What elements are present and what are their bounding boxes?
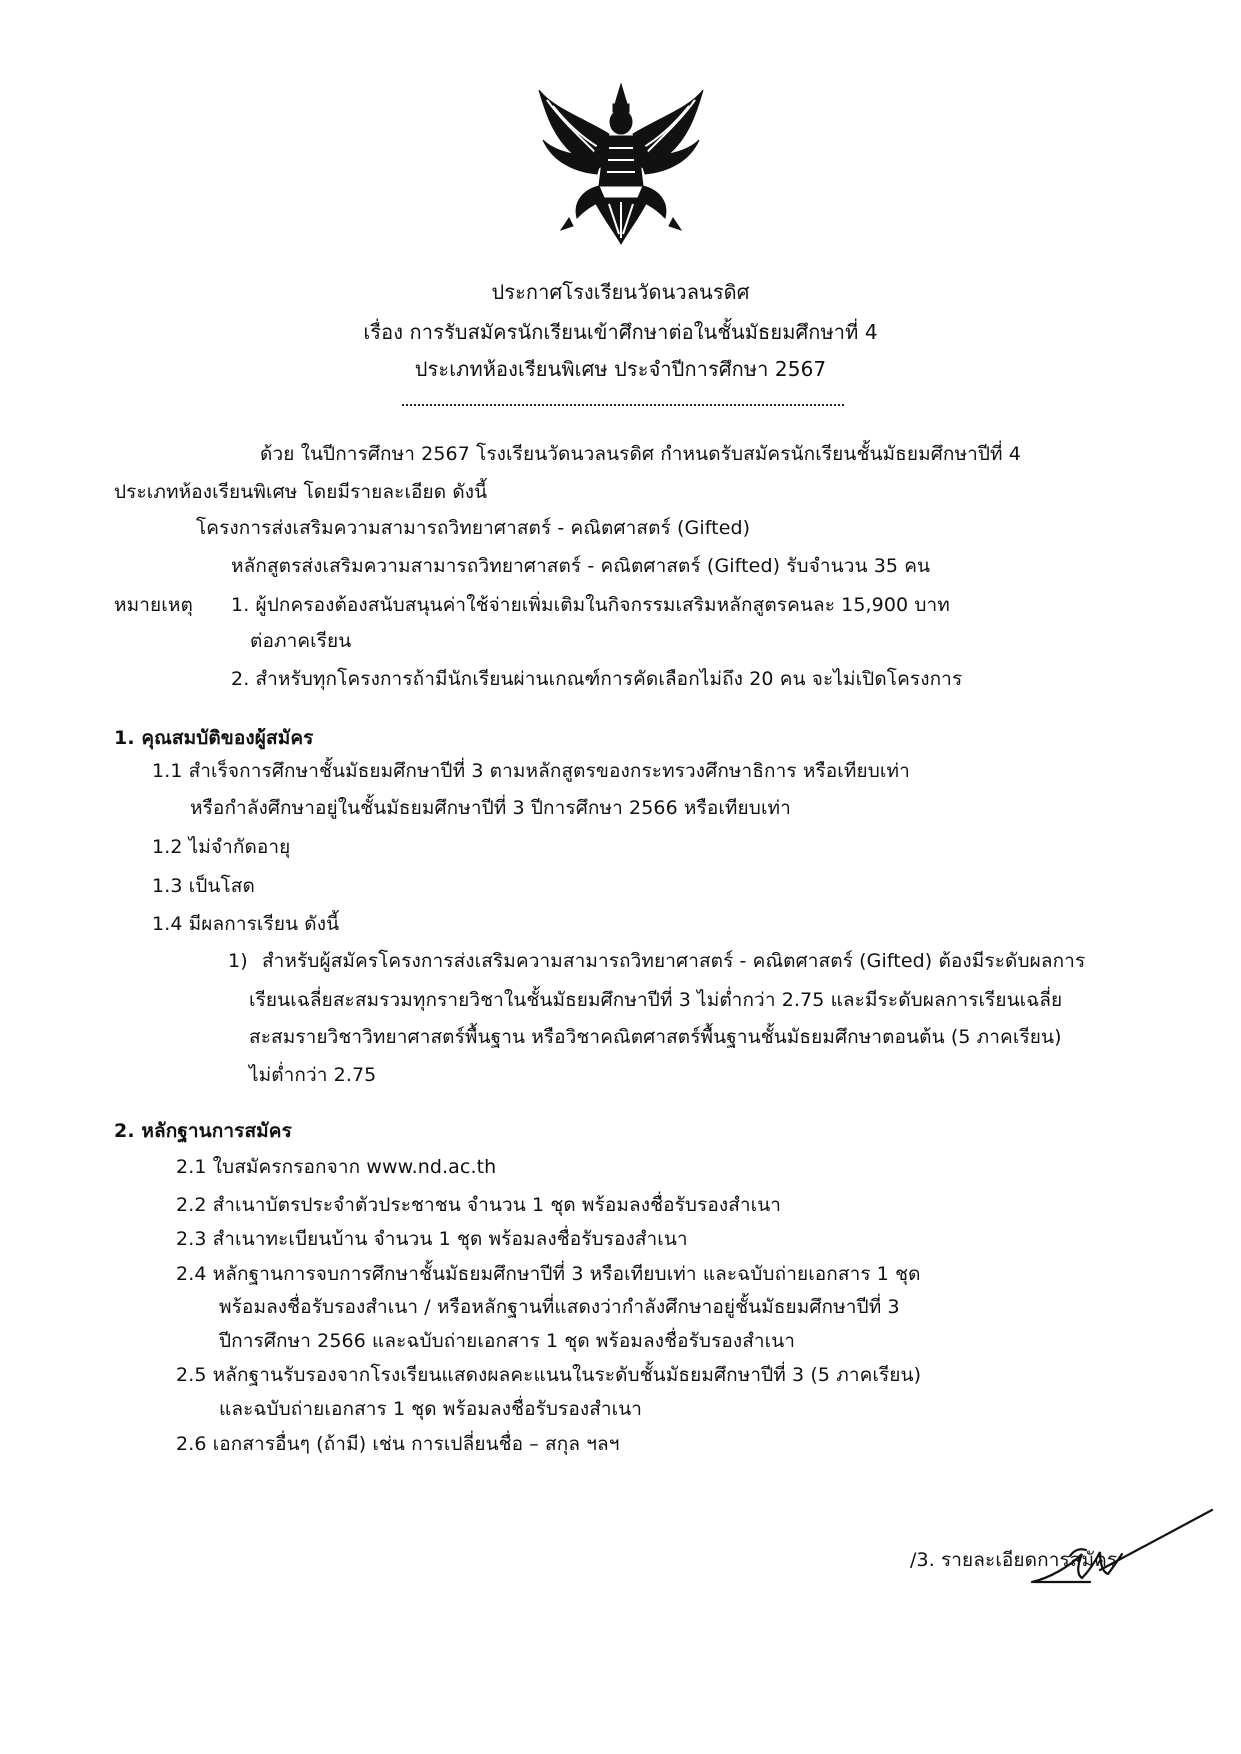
continued-on-next-page: /3. รายละเอียดการสมัคร xyxy=(910,1549,1118,1571)
item-2-1: 2.1 ใบสมัครกรอกจาก www.nd.ac.th xyxy=(176,1156,497,1178)
section-2-title: 2. หลักฐานการสมัคร xyxy=(114,1120,292,1142)
sub-item-1-line-1: สำหรับผู้สมัครโครงการส่งเสริมความสามารถวิทยาศาสตร์ - คณิตศาสตร์ (Gifted) ต้องมีระดับผลการ xyxy=(262,950,1086,972)
remarks-label: หมายเหตุ xyxy=(114,594,193,616)
curriculum-quota: หลักสูตรส่งเสริมความสามารถวิทยาศาสตร์ - คณิตศาสตร์ (Gifted) รับจำนวน 35 คน xyxy=(231,555,931,577)
item-1-1-line-1: 1.1 สำเร็จการศึกษาชั้นมัธยมศึกษาปีที่ 3 ตามหลักสูตรของกระทรวงศึกษาธิการ หรือเทียบเท่า xyxy=(152,760,910,782)
item-1-1-line-2: หรือกำลังศึกษาอยู่ในชั้นมัธยมศึกษาปีที่ 3 ปีการศึกษา 2566 หรือเทียบเท่า xyxy=(190,797,791,819)
item-2-3: 2.3 สำเนาทะเบียนบ้าน จำนวน 1 ชุด พร้อมลงชื่อรับรองสำเนา xyxy=(176,1228,688,1250)
sub-item-1-number: 1) xyxy=(228,950,248,972)
item-2-5-line-2: และฉบับถ่ายเอกสาร 1 ชุด พร้อมลงชื่อรับรองสำเนา xyxy=(219,1398,643,1420)
project-name: โครงการส่งเสริมความสามารถวิทยาศาสตร์ - คณิตศาสตร์ (Gifted) xyxy=(196,517,751,539)
header-divider xyxy=(402,404,844,406)
item-2-5-line-1: 2.5 หลักฐานรับรองจากโรงเรียนแสดงผลคะแนนในระดับชั้นมัธยมศึกษาปีที่ 3 (5 ภาคเรียน) xyxy=(176,1364,922,1386)
section-1-title: 1. คุณสมบัติของผู้สมัคร xyxy=(114,727,314,749)
item-2-4-line-1: 2.4 หลักฐานการจบการศึกษาชั้นมัธยมศึกษาปีที่ 3 หรือเทียบเท่า และฉบับถ่ายเอกสาร 1 ชุด xyxy=(176,1263,921,1285)
item-1-3: 1.3 เป็นโสด xyxy=(152,875,255,897)
announcement-title: ประกาศโรงเรียนวัดนวลนรดิศ xyxy=(491,280,750,304)
sub-item-1-line-4: ไม่ต่ำกว่า 2.75 xyxy=(249,1064,377,1086)
announcement-category: ประเภทห้องเรียนพิเศษ ประจำปีการศึกษา 2567 xyxy=(414,357,827,381)
sub-item-1-line-2: เรียนเฉลี่ยสะสมรวมทุกรายวิชาในชั้นมัธยมศึกษาปีที่ 3 ไม่ต่ำกว่า 2.75 และมีระดับผลการเรียนเฉลี่ย xyxy=(249,989,1063,1011)
item-2-4-line-2: พร้อมลงชื่อรับรองสำเนา / หรือหลักฐานที่แสดงว่ากำลังศึกษาอยู่ชั้นมัธยมศึกษาปีที่ 3 xyxy=(219,1296,900,1318)
intro-line-1: ด้วย ในปีการศึกษา 2567 โรงเรียนวัดนวลนรดิศ กำหนดรับสมัครนักเรียนชั้นมัธยมศึกษาปีที่ 4 xyxy=(260,443,1021,465)
item-2-2: 2.2 สำเนาบัตรประจำตัวประชาชน จำนวน 1 ชุด พร้อมลงชื่อรับรองสำเนา xyxy=(176,1194,782,1216)
item-1-4: 1.4 มีผลการเรียน ดังนี้ xyxy=(152,913,340,935)
remark-2: 2. สำหรับทุกโครงการถ้ามีนักเรียนผ่านเกณฑ์การคัดเลือกไม่ถึง 20 คน จะไม่เปิดโครงการ xyxy=(231,668,963,690)
announcement-subject: เรื่อง การรับสมัครนักเรียนเข้าศึกษาต่อในชั้นมัธยมศึกษาที่ 4 xyxy=(363,320,878,344)
garuda-emblem-icon xyxy=(533,78,709,246)
item-2-6: 2.6 เอกสารอื่นๆ (ถ้ามี) เช่น การเปลี่ยนชื่อ – สกุล ฯลฯ xyxy=(176,1433,620,1455)
intro-line-2: ประเภทห้องเรียนพิเศษ โดยมีรายละเอียด ดังนี้ xyxy=(114,481,488,503)
signature-icon xyxy=(1030,1508,1215,1590)
remark-1-line-1: 1. ผู้ปกครองต้องสนับสนุนค่าใช้จ่ายเพิ่มเติมในกิจกรรมเสริมหลักสูตรคนละ 15,900 บาท xyxy=(231,594,950,616)
sub-item-1-line-3: สะสมรายวิชาวิทยาศาสตร์พื้นฐาน หรือวิชาคณิตศาสตร์พื้นฐานชั้นมัธยมศึกษาตอนต้น (5 ภาคเรียน) xyxy=(249,1026,1062,1048)
item-2-4-line-3: ปีการศึกษา 2566 และฉบับถ่ายเอกสาร 1 ชุด พร้อมลงชื่อรับรองสำเนา xyxy=(219,1330,796,1352)
remark-1-line-2: ต่อภาคเรียน xyxy=(250,630,352,652)
item-1-2: 1.2 ไม่จำกัดอายุ xyxy=(152,836,291,858)
